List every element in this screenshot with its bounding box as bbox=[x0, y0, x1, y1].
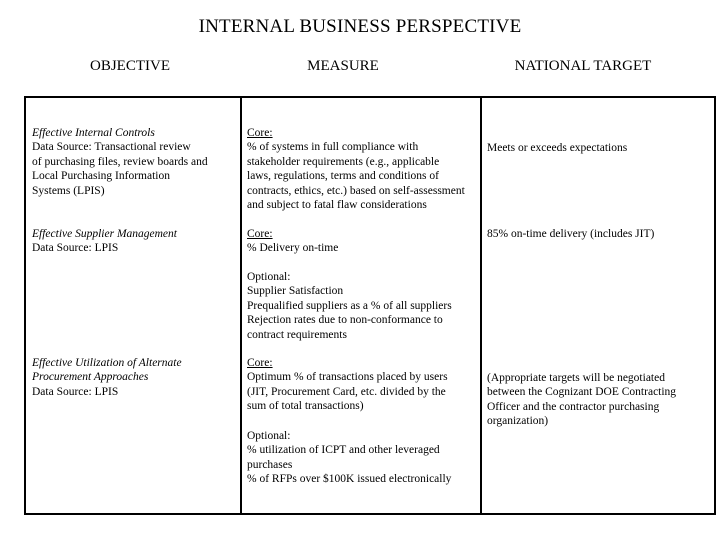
column-divider bbox=[480, 96, 482, 515]
optional-measure-line: contract requirements bbox=[247, 328, 347, 341]
target-line: (Appropriate targets will be negotiated bbox=[487, 372, 665, 384]
optional-measure-line: % of RFPs over $100K issued electronically bbox=[247, 473, 452, 486]
optional-label: Optional: bbox=[247, 271, 291, 283]
target-line: Officer and the contractor purchasing bbox=[487, 400, 660, 413]
data-source-line: Data Source: Transactional review bbox=[32, 141, 191, 154]
optional-label: Optional: bbox=[247, 430, 291, 442]
optional-measure-line: % utilization of ICPT and other leveraged bbox=[247, 444, 440, 457]
data-source-line: Data Source: LPIS bbox=[32, 242, 119, 255]
objective-name: Effective Supplier Management bbox=[32, 228, 177, 240]
core-label: Core: bbox=[247, 357, 273, 369]
optional-measure-line: Supplier Satisfaction bbox=[247, 285, 344, 298]
objective-name: Procurement Approaches bbox=[32, 371, 149, 384]
column-header-national-target: NATIONAL TARGET bbox=[514, 58, 652, 74]
objective-cell-internal-controls bbox=[32, 126, 237, 198]
core-measure-line: (JIT, Procurement Card, etc. divided by the bbox=[247, 385, 446, 398]
core-measure-line: Optimum % of transactions placed by users bbox=[247, 371, 448, 384]
column-header-measure: MEASURE bbox=[307, 58, 379, 74]
column-divider bbox=[240, 96, 242, 515]
core-measure-line: % Delivery on-time bbox=[247, 242, 339, 255]
column-header-objective: OBJECTIVE bbox=[90, 58, 170, 74]
core-measure-line: laws, regulations, terms and conditions of bbox=[247, 170, 439, 183]
target-cell-internal-controls bbox=[487, 141, 712, 155]
measure-cell-alternate-procurement bbox=[247, 356, 477, 414]
core-label: Core: bbox=[247, 228, 273, 240]
core-measure-line: stakeholder requirements (e.g., applicable bbox=[247, 155, 440, 168]
core-measure-line: and subject to fatal flaw considerations bbox=[247, 199, 427, 212]
core-measure-line: contracts, ethics, etc.) based on self-assessment bbox=[247, 184, 465, 197]
target-line: organization) bbox=[487, 415, 549, 428]
target-line: Meets or exceeds expectations bbox=[487, 142, 628, 154]
core-measure-line: % of systems in full compliance with bbox=[247, 141, 419, 154]
data-source-line: of purchasing files, review boards and bbox=[32, 155, 208, 168]
objective-name: Effective Utilization of Alternate bbox=[32, 357, 182, 369]
objective-cell-alternate-procurement bbox=[32, 356, 237, 399]
target-cell-alternate-procurement bbox=[487, 371, 712, 429]
objective-name: Effective Internal Controls bbox=[32, 127, 155, 139]
core-measure-line: sum of total transactions) bbox=[247, 400, 364, 413]
optional-measure-line: Prequalified suppliers as a % of all suppliers bbox=[247, 299, 452, 312]
data-source-line: Local Purchasing Information bbox=[32, 170, 170, 183]
data-source-line: Data Source: LPIS bbox=[32, 385, 119, 398]
optional-measure-line: Rejection rates due to non-conformance to bbox=[247, 314, 443, 327]
data-source-line: Systems (LPIS) bbox=[32, 184, 105, 197]
optional-measures-alternate-procurement bbox=[247, 429, 477, 487]
measure-cell-supplier-management bbox=[247, 227, 477, 256]
target-cell-supplier-management bbox=[487, 227, 712, 241]
page-title: INTERNAL BUSINESS PERSPECTIVE bbox=[198, 16, 522, 37]
optional-measures-supplier-management bbox=[247, 270, 477, 342]
optional-measure-line: purchases bbox=[247, 458, 293, 471]
objective-cell-supplier-management bbox=[32, 227, 237, 256]
target-line: 85% on-time delivery (includes JIT) bbox=[487, 228, 655, 240]
core-label: Core: bbox=[247, 127, 273, 139]
measure-cell-internal-controls bbox=[247, 126, 477, 212]
target-line: between the Cognizant DOE Contracting bbox=[487, 386, 677, 399]
